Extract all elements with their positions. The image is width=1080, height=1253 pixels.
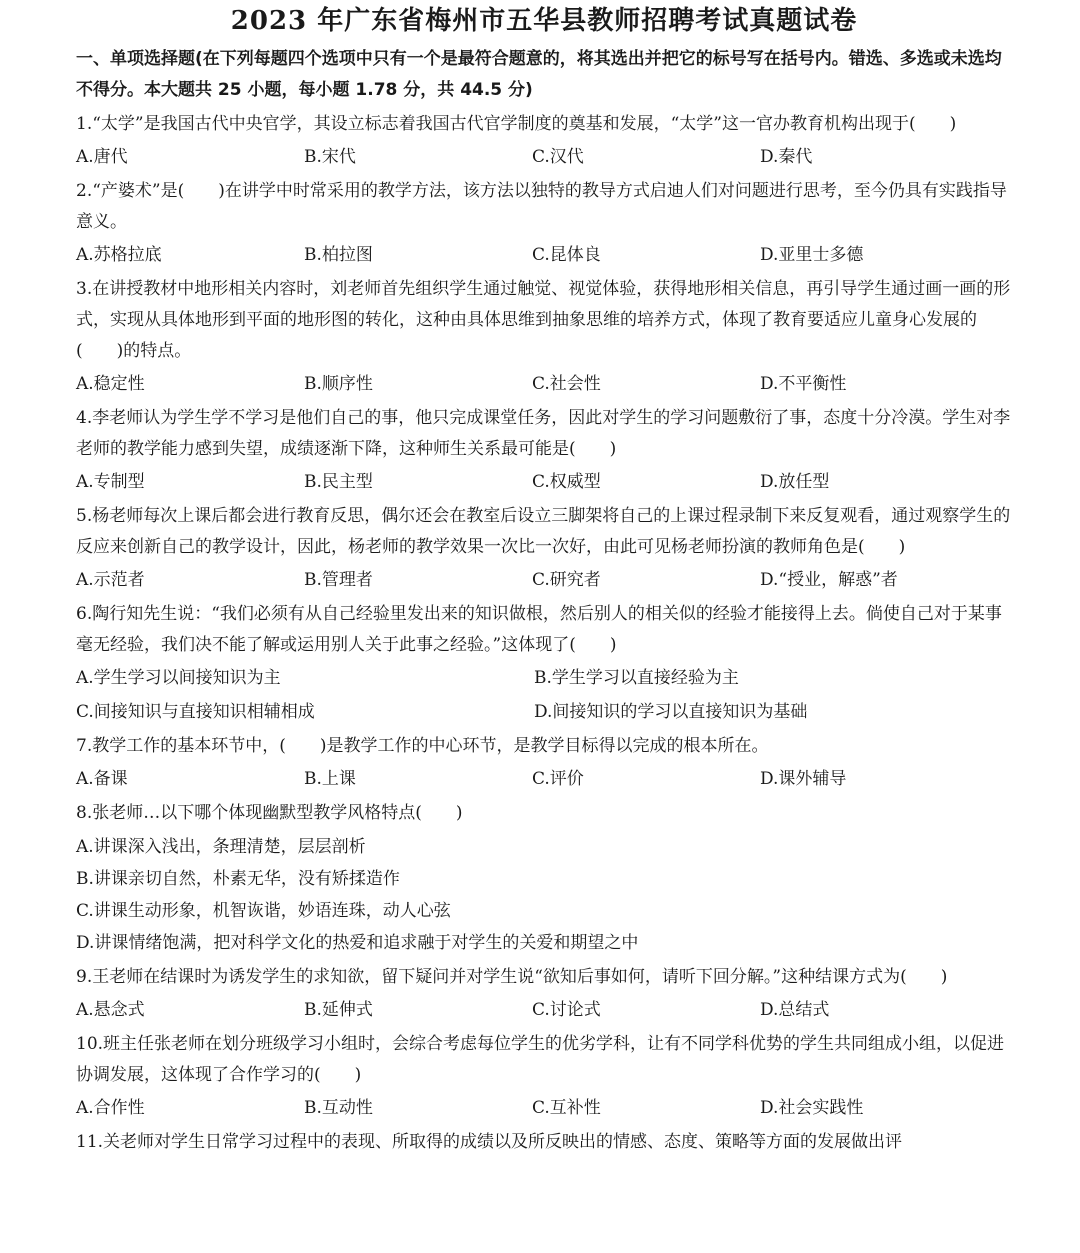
question-stem: 6.陶行知先生说：“我们必须有从自己经验里发出来的知识做根，然后别人的相关似的经验才能接得上去。倘使自己对于某事毫无经验，我们决不能了解或运用别人关于此事之经验。”这体现了( ) [76, 604, 1002, 655]
option-d: D.秦代 [760, 147, 813, 167]
question-stem: 2.“产婆术”是( )在讲学中时常采用的教学方法，该方法以独特的教导方式启迪人们对问题进行思考，至今仍具有实践指导意义。 [76, 181, 1007, 232]
option-row [76, 369, 1012, 400]
option-row [76, 663, 1012, 694]
option-d: D.课外辅导 [760, 769, 847, 789]
question-stem: 5.杨老师每次上课后都会进行教育反思，偶尔还会在教室后设立三脚架将自己的上课过程录制下来反复观看，通过观察学生的反应来创新自己的教学设计，因此，杨老师的教学效果一次比一次好，由此可见杨老师扮演的教师角色是( ) [76, 506, 1011, 557]
option-row [76, 995, 1012, 1026]
question-stem: 7.教学工作的基本环节中，( )是教学工作的中心环节，是教学目标得以完成的根本所在。 [76, 736, 769, 756]
option-c: C.昆体良 [532, 245, 601, 265]
question-2 [76, 176, 1012, 271]
question-stem: 1.“太学”是我国古代中央官学，其设立标志着我国古代官学制度的奠基和发展，“太学”这一官办教育机构出现于( ) [76, 114, 957, 134]
question-11 [76, 1127, 1012, 1158]
option-row [76, 240, 1012, 271]
section-instructions: 一、单项选择题(在下列每题四个选项中只有一个是最符合题意的，将其选出并把它的标号写在括号内。错选、多选或未选均不得分。本大题共 25 小题，每小题 1.78 分，共 44.5 分) [76, 49, 1002, 100]
option-c: C.讲课生动形象，机智诙谐，妙语连珠，动人心弦 [76, 901, 451, 921]
page-title: 2023 年广东省梅州市五华县教师招聘考试真题试卷 [230, 6, 858, 36]
option-d: D.讲课情绪饱满，把对科学文化的热爱和追求融于对学生的关爱和期望之中 [76, 933, 639, 953]
option-a: A.悬念式 [76, 1000, 145, 1020]
option-b: B.宋代 [304, 147, 356, 167]
question-4 [76, 403, 1012, 498]
option-d: D.社会实践性 [760, 1098, 864, 1118]
option-c: C.间接知识与直接知识相辅相成 [76, 702, 315, 722]
option-row [76, 565, 1012, 596]
question-stem: 11.关老师对学生日常学习过程中的表现、所取得的成绩以及所反映出的情感、态度、策略等方面的发展做出评 [76, 1132, 903, 1152]
option-c: C.研究者 [532, 570, 601, 590]
question-1 [76, 109, 1012, 173]
option-list [76, 831, 1012, 959]
option-a: A.学生学习以间接知识为主 [76, 668, 281, 688]
option-b: B.民主型 [304, 472, 373, 492]
option-b: B.管理者 [304, 570, 373, 590]
option-d: D.亚里士多德 [760, 245, 864, 265]
option-b: B.互动性 [304, 1098, 373, 1118]
option-row [76, 764, 1012, 795]
question-6 [76, 599, 1012, 728]
option-a: A.讲课深入浅出，条理清楚，层层剖析 [76, 837, 366, 857]
question-9 [76, 962, 1012, 1026]
option-a: A.备课 [76, 769, 128, 789]
option-d: D.放任型 [760, 472, 830, 492]
question-8 [76, 798, 1012, 959]
option-c: C.评价 [532, 769, 584, 789]
option-a: A.专制型 [76, 472, 145, 492]
question-5 [76, 501, 1012, 596]
question-stem: 8.张老师…以下哪个体现幽默型教学风格特点( ) [76, 803, 463, 823]
option-b: B.讲课亲切自然，朴素无华，没有矫揉造作 [76, 869, 400, 889]
question-7 [76, 731, 1012, 795]
question-10 [76, 1029, 1012, 1124]
option-d: D.间接知识的学习以直接知识为基础 [534, 702, 808, 722]
option-row [76, 142, 1012, 173]
option-b: B.顺序性 [304, 374, 373, 394]
option-row [76, 697, 1012, 728]
option-d: D.不平衡性 [760, 374, 847, 394]
option-a: A.稳定性 [76, 374, 145, 394]
question-stem: 3.在讲授教材中地形相关内容时，刘老师首先组织学生通过触觉、视觉体验，获得地形相关信息，再引导学生通过画一画的形式，实现从具体地形到平面的地形图的转化，这种由具体思维到抽象思维的培养方式，体现了教育要适应儿童身心发展的( )的特点。 [76, 279, 1011, 361]
option-row [76, 1093, 1012, 1124]
question-3 [76, 274, 1012, 400]
question-stem: 4.李老师认为学生学不学习是他们自己的事，他只完成课堂任务，因此对学生的学习问题敷衍了事，态度十分冷漠。学生对李老师的教学能力感到失望，成绩逐渐下降，这种师生关系最可能是( ) [76, 408, 1011, 459]
question-stem: 9.王老师在结课时为诱发学生的求知欲，留下疑问并对学生说“欲知后事如何，请听下回分解。”这种结课方式为( ) [76, 967, 948, 987]
option-c: C.互补性 [532, 1098, 601, 1118]
option-d: D.总结式 [760, 1000, 830, 1020]
option-b: B.柏拉图 [304, 245, 373, 265]
question-stem: 10.班主任张老师在划分班级学习小组时，会综合考虑每位学生的优劣学科，让有不同学科优势的学生共同组成小组，以促进协调发展，这体现了合作学习的( ) [76, 1034, 1005, 1085]
option-d: D.“授业，解惑”者 [760, 570, 898, 590]
option-a: A.示范者 [76, 570, 145, 590]
option-c: C.权威型 [532, 472, 601, 492]
option-b: B.学生学习以直接经验为主 [534, 668, 739, 688]
option-c: C.汉代 [532, 147, 584, 167]
option-c: C.讨论式 [532, 1000, 601, 1020]
option-b: B.延伸式 [304, 1000, 373, 1020]
option-c: C.社会性 [532, 374, 601, 394]
option-row [76, 467, 1012, 498]
option-a: A.苏格拉底 [76, 245, 162, 265]
option-a: A.唐代 [76, 147, 128, 167]
option-b: B.上课 [304, 769, 356, 789]
option-a: A.合作性 [76, 1098, 145, 1118]
